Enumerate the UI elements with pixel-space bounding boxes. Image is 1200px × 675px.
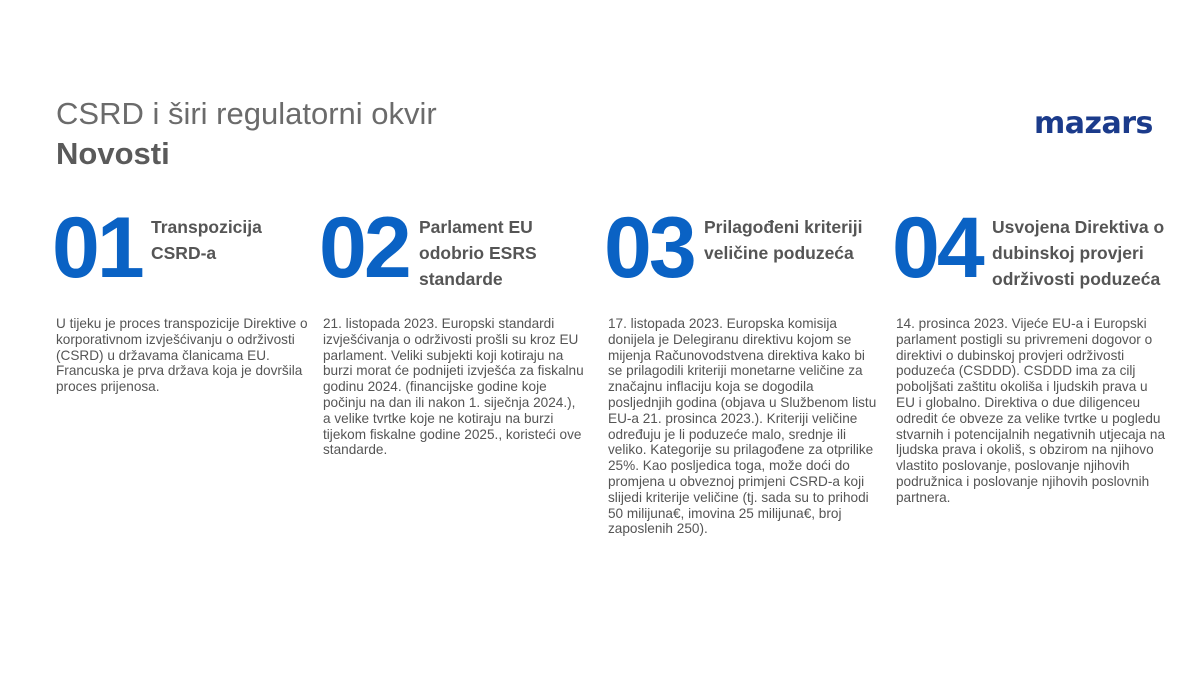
item-body: 17. listopada 2023. Europska komisija donijela je Delegiranu direktivu kojom se mijenja Računovodstvena direktiva kako bi se prilagodili kriteriji monetarne veličine za značajnu inflaciju koja se dogodila posljednjih godina (objava u Službenom listu EU-a 21. prosinca 2023.). Kriteriji veličine određuju je li poduzeće malo, srednje ili veliko. Kategorije su prilagođene za otprilike 25%. Kao posljedica toga, može doći do promjena u obveznoj primjeni CSRD-a koji slijedi kriterije veličine (tj. sada su to prihodi 50 milijuna€, imovina 25 milijuna€, broj zaposlenih 250). (608, 316, 877, 537)
item-heading: Prilagođeni kriteriji veličine poduzeća (704, 217, 863, 263)
item-body: U tijeku je proces transpozicije Direktive o korporativnom izvješćivanju o održivosti (CSRD) u državama članicama EU. Francuska je prva država koja je dovršila proces prijenosa. (56, 316, 308, 395)
item-number: 01 (52, 200, 142, 296)
item-body: 21. listopada 2023. Europski standardi izvješćivanja o održivosti prošli su kroz EU parlament. Veliki subjekti koji kotiraju na burzi morat će podnijeti izvješća za fiskalnu godinu 2024. (financijske godine koje počinju na dan ili nakon 1. siječnja 2024.), a velike tvrtke koje ne kotiraju na burzi tijekom fiskalne godine 2025., koristeći ove standarde. (323, 316, 584, 458)
item-heading: Transpozicija CSRD-a (151, 217, 262, 263)
item-number: 02 (319, 200, 409, 296)
item-number: 04 (892, 200, 982, 296)
item-heading: Usvojena Direktiva o dubinskoj provjeri održivosti poduzeća (992, 217, 1165, 289)
item-number: 03 (604, 200, 694, 296)
item-body: 14. prosinca 2023. Vijeće EU-a i Europski parlament postigli su privremeni dogovor o direktivi o dubinskoj provjeri održivosti poduzeća (CSDDD). CSDDD ima za cilj poboljšati zaštitu okoliša i ljudskih prava u EU i globalno. Direktiva o due diligenceu odredit će obveze za velike tvrtke u pogledu stvarnih i potencijalnih negativnih utjecaja na ljudska prava i okoliš, s obzirom na njihovo vlastito poslovanje, poslovanje njihovih podružnica i poslovanje njihovih poslovnih partnera. (896, 316, 1166, 505)
item-heading: Parlament EU odobrio ESRS standarde (419, 217, 537, 289)
mazars-logo: mazars (1034, 106, 1153, 141)
slide-title: CSRD i širi regulatorni okvir (56, 96, 437, 131)
slide-subtitle: Novosti (56, 136, 170, 171)
